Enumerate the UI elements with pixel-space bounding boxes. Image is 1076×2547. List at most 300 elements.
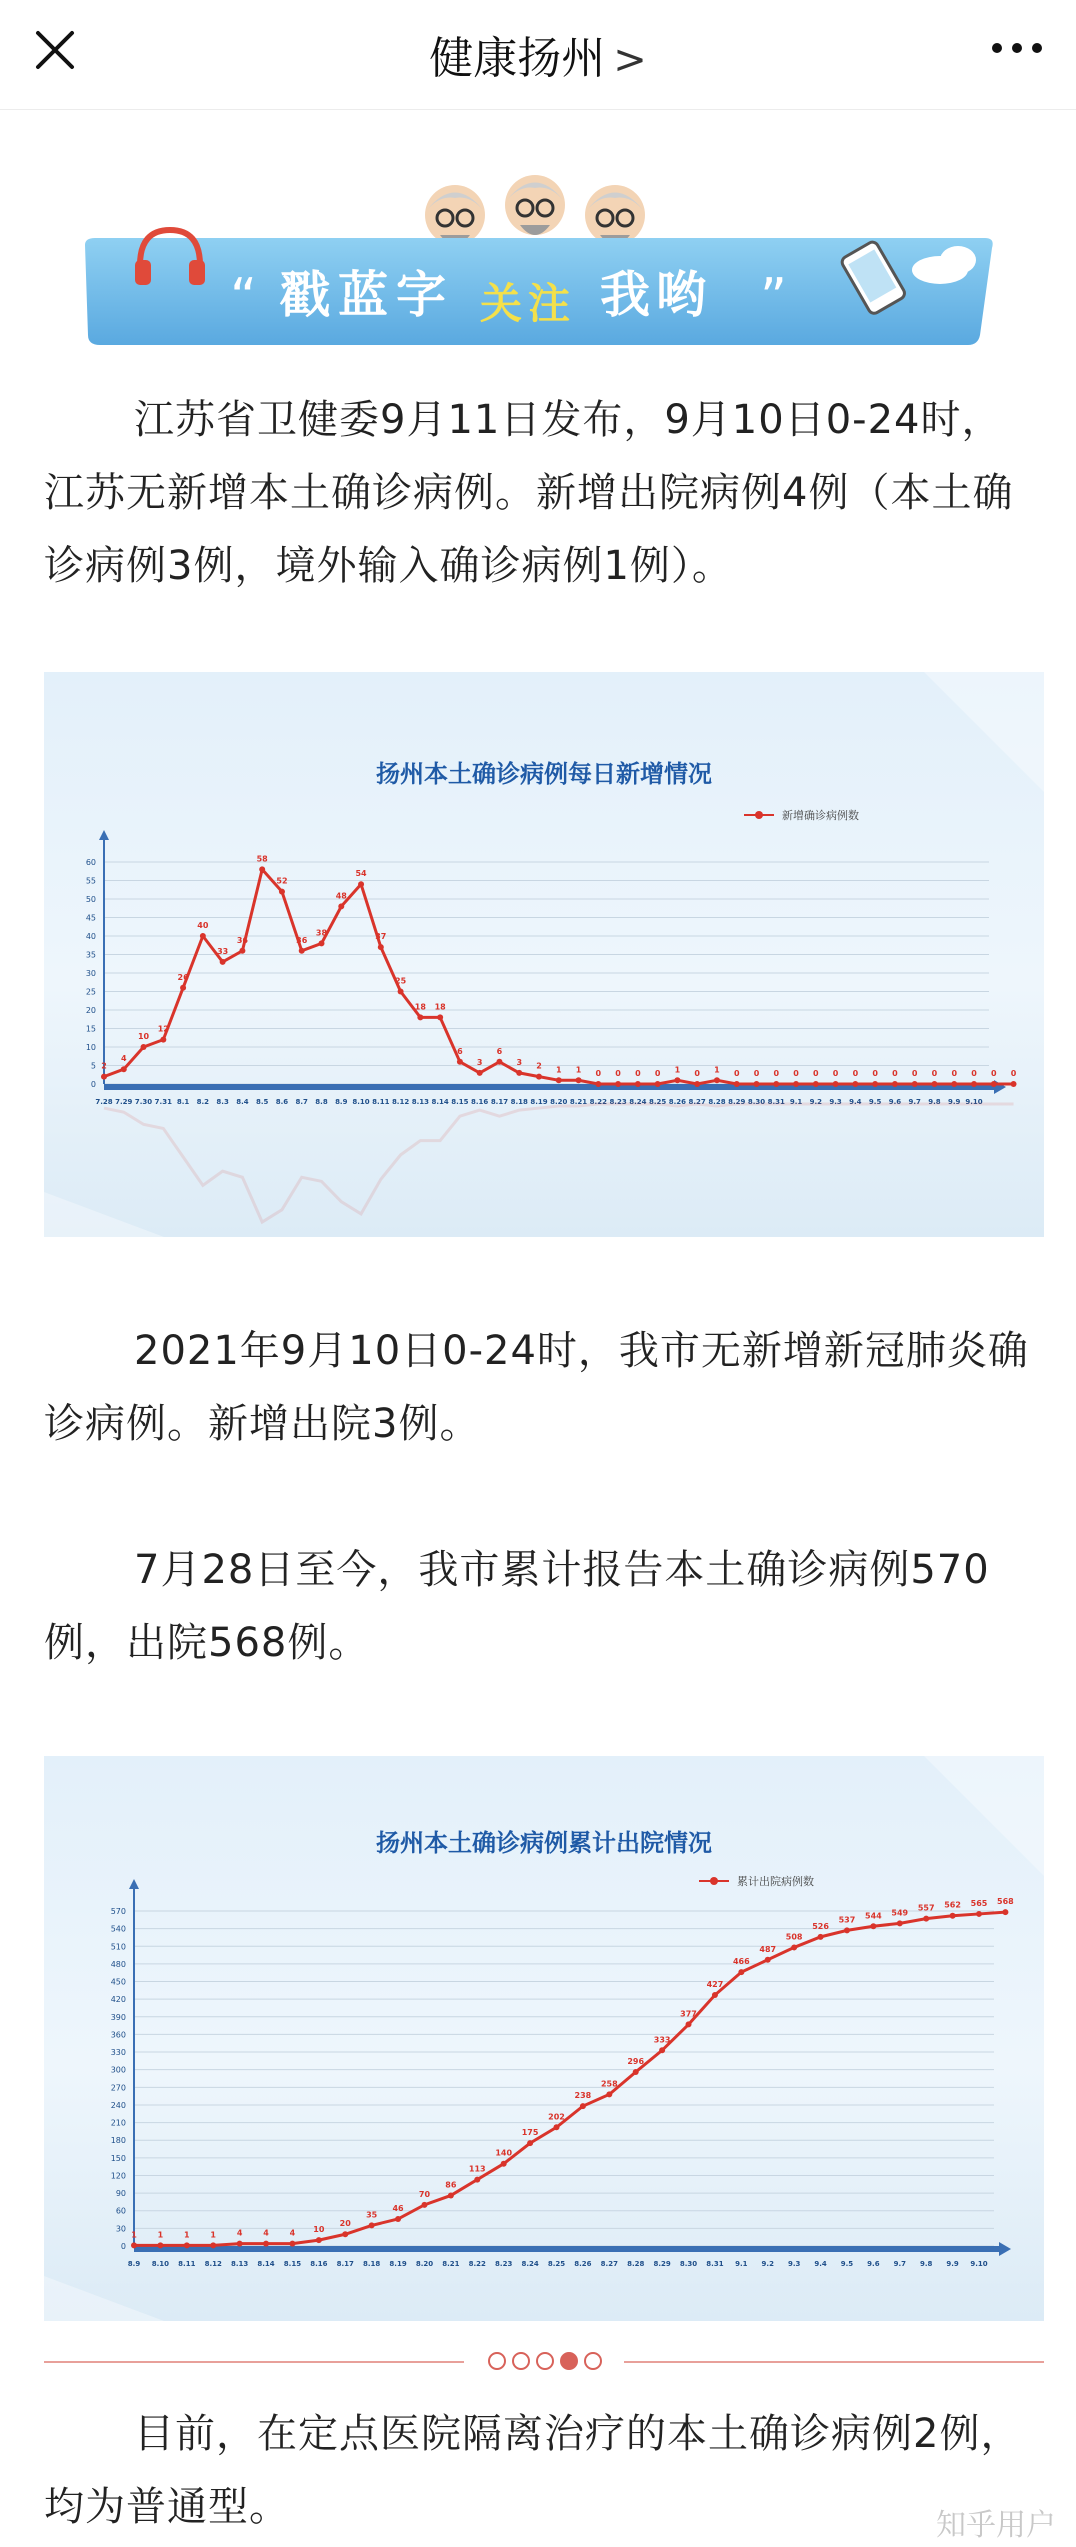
data-label: 0 [813,1069,819,1078]
data-label: 2 [536,1061,542,1071]
data-label: 86 [445,2180,457,2190]
data-point [554,2124,560,2130]
x-tick-label: 8.28 [708,1098,726,1106]
data-label: 4 [236,2228,243,2238]
series-points [131,1897,1014,2248]
data-label: 48 [335,891,347,901]
x-tick-label: 8.8 [315,1098,328,1106]
y-tick-label: 35 [85,950,96,960]
data-point [131,2242,137,2248]
legend-label: 新增确诊病例数 [782,809,859,822]
y-tick-label: 180 [110,2136,126,2146]
data-point [338,903,344,909]
data-label: 0 [654,1069,661,1078]
data-label: 565 [970,1898,988,1908]
data-point [606,2091,612,2097]
x-tick-label: 8.30 [679,2260,698,2268]
y-tick-label: 60 [115,2206,126,2216]
data-label: 526 [812,1921,829,1931]
x-tick-label: 8.11 [372,1098,390,1106]
data-point [1011,1081,1017,1087]
x-tick-label: 9.9 [948,1098,961,1106]
data-point [516,1070,522,1076]
banner-text-left: 戳蓝字 [280,266,454,324]
data-label: 12 [157,1024,169,1034]
data-label: 0 [892,1069,898,1078]
x-tick-label: 8.28 [627,2260,645,2268]
x-tick-label: 9.4 [849,1098,862,1106]
cumulative-discharge-chart [44,1756,1044,2321]
data-point [712,1992,718,1998]
data-point [765,1957,771,1963]
data-label: 37 [375,932,387,942]
y-tick-label: 10 [85,1043,96,1052]
x-tick-label: 8.6 [275,1098,289,1106]
y-tick-label: 210 [110,2118,126,2128]
data-point [635,1081,641,1087]
x-tick-label: 8.24 [629,1098,647,1106]
data-label: 4 [289,2228,296,2238]
x-tick-label: 8.15 [283,2260,302,2268]
x-tick-label: 8.27 [688,1098,706,1106]
y-tick-label: 390 [110,2012,126,2022]
y-tick-label: 25 [85,987,96,997]
data-label: 113 [468,2164,486,2174]
x-tick-label: 8.18 [363,2260,381,2268]
y-axis [111,1907,994,2251]
banner-text-mid: 关注 [480,279,577,328]
y-tick-label: 40 [85,932,96,941]
data-point [892,1081,898,1087]
carousel-dot[interactable] [584,2352,602,2370]
data-point [259,866,265,872]
y-tick-label: 450 [110,1977,126,1987]
data-label: 3 [476,1057,483,1067]
data-point [184,2242,190,2248]
data-point [576,1077,582,1083]
data-label: 1 [184,2230,190,2240]
data-point [369,2222,375,2228]
watermark: 知乎用户 [936,2508,1056,2543]
y-tick-label: 360 [110,2030,126,2040]
x-tick-label: 8.22 [468,2260,486,2268]
x-tick-label: 8.10 [352,1098,370,1106]
data-label: 6 [457,1046,463,1056]
x-tick-label: 8.31 [767,1098,785,1106]
x-tick-label: 8.21 [569,1098,588,1106]
data-label: 1 [575,1065,582,1075]
daily-new-cases-chart [44,672,1044,1237]
data-label: 1 [157,2230,164,2240]
data-point [950,1913,956,1919]
y-tick-label: 5 [90,1061,96,1071]
x-tick-label: 8.12 [391,1098,410,1106]
data-label: 54 [355,869,367,879]
carousel-dot[interactable] [560,2352,578,2370]
y-tick-label: 330 [110,2048,126,2058]
data-label: 296 [627,2057,645,2067]
x-tick-label: 8.29 [653,2260,671,2268]
y-tick-label: 120 [110,2171,126,2181]
data-label: 508 [785,1932,803,1942]
x-tick-label: 8.31 [706,2260,724,2268]
x-tick-label: 8.1 [176,1098,190,1106]
y-tick-label: 20 [85,1006,96,1015]
data-label: 0 [773,1069,780,1078]
data-point [299,948,305,954]
data-point [674,1077,680,1083]
data-point [633,2069,639,2075]
data-label: 549 [891,1908,909,1918]
data-point [773,1081,779,1087]
data-point [477,1070,483,1076]
data-label: 52 [276,876,288,886]
x-axis [128,2260,988,2268]
data-point [121,1066,127,1072]
chart-title: 扬州本土确诊病例累计出院情况 [376,1829,712,1857]
x-tick-label: 8.14 [431,1098,449,1106]
data-label: 25 [395,976,407,986]
data-point [791,1944,797,1950]
data-label: 0 [931,1069,938,1078]
x-tick-label: 8.10 [151,2260,170,2268]
data-point [496,1059,502,1065]
data-point [872,1081,878,1087]
data-point [141,1044,147,1050]
data-label: 0 [753,1069,760,1078]
x-tick-label: 8.24 [521,2260,539,2268]
data-point [655,1081,661,1087]
data-point [527,2140,533,2146]
x-tick-label: 8.22 [589,1098,607,1106]
data-label: 0 [990,1069,997,1078]
x-tick-label: 7.29 [115,1098,133,1106]
data-point [101,1074,107,1080]
data-point [417,1014,423,1020]
x-tick-label: 7.31 [154,1098,172,1106]
data-label: 562 [944,1900,961,1910]
data-label: 33 [217,946,229,956]
x-tick-label: 8.7 [295,1098,308,1106]
data-point [734,1081,740,1087]
y-axis-arrow [129,1879,139,1889]
data-label: 3 [516,1057,523,1067]
x-tick-label: 8.9 [127,2260,141,2268]
y-tick-label: 510 [110,1942,126,1952]
x-tick-label: 9.10 [970,2260,988,2268]
data-point [279,889,285,895]
y-tick-label: 0 [120,2242,126,2251]
divider-line-left [44,2361,464,2363]
data-point [200,933,206,939]
data-label: 0 [694,1069,700,1078]
data-point [991,1081,997,1087]
more-options-icon[interactable] [982,28,1052,68]
data-point [157,2242,163,2248]
x-tick-label: 8.20 [415,2260,434,2268]
data-point [501,2161,507,2167]
x-tick-label: 9.6 [867,2260,880,2268]
data-label: 18 [414,1002,426,1012]
x-tick-label: 8.20 [550,1098,568,1106]
x-tick-label: 7.28 [95,1098,113,1106]
data-label: 70 [418,2189,431,2199]
data-label: 1 [131,2230,137,2240]
data-point [160,1037,166,1043]
x-tick-label: 8.26 [668,1098,687,1106]
x-tick-label: 9.1 [789,1098,803,1106]
series-points [101,854,1017,1087]
data-point [912,1081,918,1087]
chart-legend [699,1874,814,1888]
data-point [448,2192,454,2198]
data-point [793,1081,799,1087]
daily-new-cases-svg [44,672,1044,1237]
data-point [474,2177,480,2183]
y-tick-label: 15 [85,1024,96,1034]
data-point [580,2103,586,2109]
x-tick-label: 8.23 [609,1098,627,1106]
x-tick-label: 9.5 [868,1098,882,1106]
data-point [378,944,384,950]
banner-quote-open: “ [230,268,257,328]
data-label: 36 [236,935,248,945]
carousel-indicator [44,2347,1044,2377]
data-point [180,985,186,991]
data-point [358,881,364,887]
legend-marker [710,1877,718,1885]
chevron-right-icon: > [613,37,647,83]
data-label: 40 [197,921,209,930]
data-label: 0 [793,1069,799,1078]
data-point [237,2241,243,2247]
follow-banner[interactable] [80,150,1000,360]
y-tick-label: 30 [115,2224,126,2234]
data-point [210,2242,216,2248]
data-point [395,2216,401,2222]
data-point [263,2241,269,2247]
y-tick-label: 240 [110,2100,126,2110]
data-label: 18 [434,1002,446,1012]
y-tick-label: 570 [110,1907,126,1916]
data-point [239,948,245,954]
x-tick-label: 8.25 [547,2260,566,2268]
x-tick-label: 9.5 [840,2260,854,2268]
divider-line-right [624,2361,1044,2363]
carousel-dot[interactable] [536,2352,554,2370]
banner-text-right: 我哟 [600,266,712,324]
chart-legend [744,808,859,822]
data-label: 2 [101,1061,107,1071]
data-label: 0 [635,1069,641,1078]
data-label: 487 [759,1944,777,1954]
x-tick-label: 8.16 [471,1098,489,1106]
series-line [134,1912,1005,2245]
data-label: 4 [263,2228,269,2238]
data-label: 557 [917,1903,935,1913]
y-tick-label: 30 [85,969,96,978]
data-label: 46 [392,2203,404,2213]
data-label: 377 [680,2009,697,2019]
data-point [316,2237,322,2243]
data-label: 466 [732,1957,750,1967]
cumulative-discharge-svg [44,1756,1044,2321]
data-label: 38 [315,928,328,938]
data-point [951,1081,957,1087]
x-tick-label: 8.14 [257,2260,275,2268]
x-tick-label: 9.3 [787,2260,801,2268]
data-point [659,2047,665,2053]
x-tick-label: 9.2 [809,1098,823,1106]
x-axis-arrow [999,2242,1011,2256]
account-title-link[interactable] [0,22,1076,86]
series-line [104,869,1014,1084]
data-label: 0 [911,1069,918,1078]
data-point [686,2021,692,2027]
x-tick-label: 9.7 [908,1098,921,1106]
x-tick-label: 8.13 [411,1098,430,1106]
data-label: 544 [865,1911,882,1921]
data-label: 35 [366,2210,378,2220]
paragraph-province-report: 江苏省卫健委9月11日发布，9月10日0-24时，江苏无新增本土确诊病例。新增出院病例4例（本土确诊病例3例，境外输入确诊病例1例）。 [44,397,1014,589]
data-point [714,1077,720,1083]
paragraph-city-daily: 2021年9月10日0-24时，我市无新增新冠肺炎确诊病例。新增出院3例。 [44,1328,1029,1447]
data-point [615,1081,621,1087]
data-point [852,1081,858,1087]
top-navigation-bar [0,0,1076,110]
data-label: 1 [555,1065,562,1075]
legend-label: 累计出院病例数 [737,1875,814,1888]
data-label: 58 [256,854,268,864]
x-tick-label: 7.30 [134,1098,153,1106]
data-point [738,1969,744,1975]
x-tick-label: 8.17 [336,2260,354,2268]
data-label: 0 [1010,1069,1017,1078]
data-point [220,959,226,965]
banner-quote-close: ” [760,268,787,328]
y-tick-label: 45 [85,913,96,923]
data-label: 0 [615,1069,621,1078]
data-label: 1 [714,1065,720,1075]
x-tick-label: 8.29 [728,1098,746,1106]
y-tick-label: 270 [110,2083,126,2093]
data-label: 0 [832,1069,839,1078]
data-point [870,1923,876,1929]
data-point [1002,1909,1008,1915]
data-label: 6 [496,1046,503,1056]
data-point [694,1081,700,1087]
y-tick-label: 0 [90,1080,96,1089]
x-tick-label: 8.25 [648,1098,667,1106]
data-point [923,1916,929,1922]
x-tick-label: 9.2 [761,2260,774,2268]
x-tick-label: 9.4 [814,2260,827,2268]
data-point [976,1911,982,1917]
paragraph-current-status: 目前，在定点医院隔离治疗的本土确诊病例2例，均为普通型。 [44,2411,1022,2530]
page-title: 健康扬州 [429,33,606,84]
data-point [833,1081,839,1087]
data-point [457,1059,463,1065]
data-point [556,1077,562,1083]
data-point [319,940,325,946]
data-point [754,1081,760,1087]
data-label: 175 [521,2128,539,2138]
data-label: 4 [120,1054,127,1064]
x-tick-label: 8.23 [495,2260,513,2268]
y-tick-label: 150 [110,2153,126,2163]
x-tick-label: 8.26 [574,2260,592,2268]
data-label: 537 [838,1915,856,1925]
carousel-dot[interactable] [488,2352,506,2370]
y-tick-label: 480 [110,1959,126,1969]
y-tick-label: 55 [85,876,96,886]
x-tick-label: 9.10 [965,1098,983,1106]
data-label: 427 [706,1980,724,1990]
x-tick-label: 8.30 [747,1098,766,1106]
x-axis-band [134,2246,999,2252]
x-tick-label: 8.2 [196,1098,210,1106]
x-tick-label: 8.11 [178,2260,196,2268]
data-point [595,1081,601,1087]
x-tick-label: 9.9 [946,2260,959,2268]
data-label: 0 [852,1069,859,1078]
x-tick-label: 9.6 [888,1098,902,1106]
data-label: 1 [674,1065,681,1075]
x-tick-label: 8.12 [204,2260,222,2268]
data-point [437,1014,443,1020]
x-tick-label: 8.16 [310,2260,328,2268]
y-tick-label: 420 [110,1995,126,2005]
data-point [844,1927,850,1933]
data-label: 0 [872,1069,878,1078]
data-point [289,2241,295,2247]
data-point [897,1920,903,1926]
data-label: 36 [296,935,308,945]
x-tick-label: 8.9 [335,1098,348,1106]
data-label: 0 [971,1069,977,1078]
x-tick-label: 8.19 [530,1098,548,1106]
x-tick-label: 8.15 [451,1098,469,1106]
data-label: 202 [548,2112,565,2122]
data-point [818,1934,824,1940]
y-axis [86,858,989,1089]
x-tick-label: 8.19 [389,2260,407,2268]
data-label: 20 [339,2219,351,2229]
x-tick-label: 9.7 [893,2260,906,2268]
x-tick-label: 8.5 [255,1098,269,1106]
data-label: 10 [313,2225,325,2235]
y-tick-label: 90 [115,2189,126,2199]
x-tick-label: 8.13 [230,2260,249,2268]
x-tick-label: 8.21 [442,2260,460,2268]
data-point [971,1081,977,1087]
data-label: 333 [653,2035,671,2045]
data-label: 258 [600,2079,618,2089]
data-label: 0 [595,1069,602,1078]
data-point [931,1081,937,1087]
x-tick-label: 9.8 [919,2260,933,2268]
chart-title: 扬州本土确诊病例每日新增情况 [376,760,712,788]
carousel-dot[interactable] [512,2352,530,2370]
data-point [342,2231,348,2237]
data-point [813,1081,819,1087]
y-tick-label: 60 [85,858,96,867]
x-tick-label: 8.17 [490,1098,509,1106]
y-tick-label: 300 [110,2065,126,2075]
y-tick-label: 50 [85,895,96,904]
x-tick-label: 8.4 [236,1098,249,1106]
data-label: 26 [177,972,189,982]
